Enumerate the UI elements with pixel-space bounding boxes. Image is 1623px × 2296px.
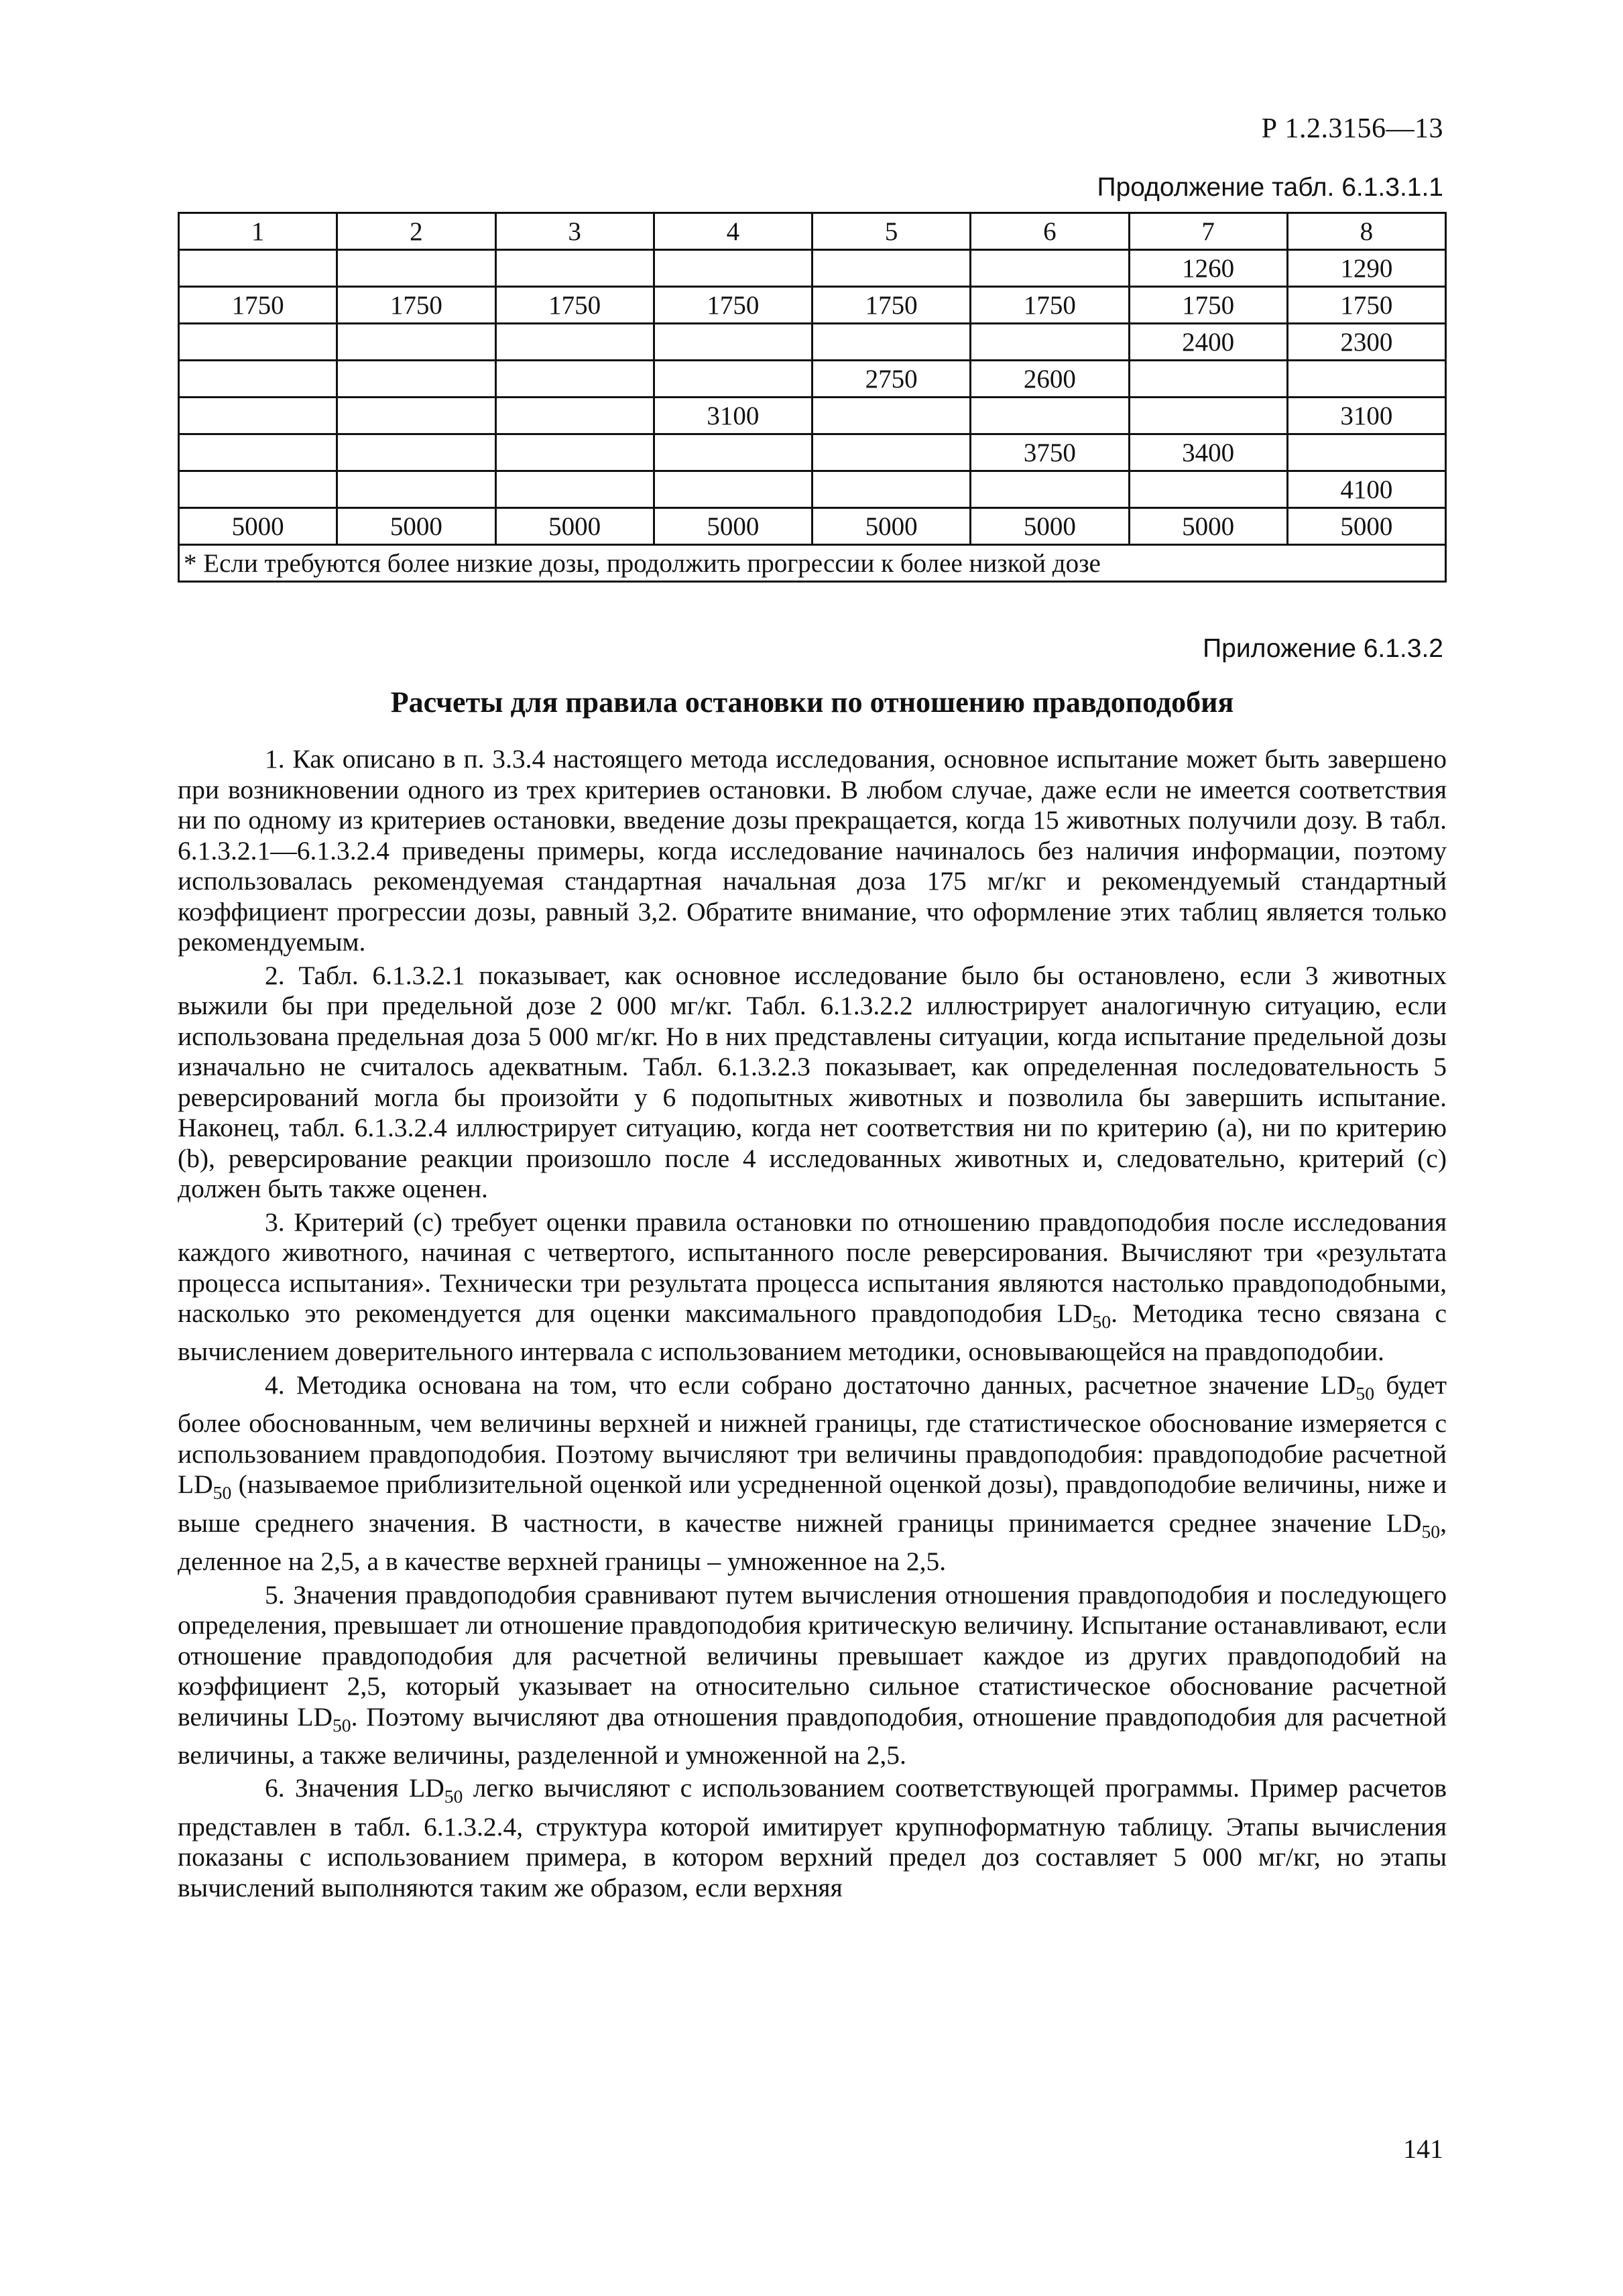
table-cell [1129, 471, 1287, 508]
table-row [179, 287, 1446, 324]
table-cell: 3400 [1129, 434, 1287, 471]
table-cell: 1750 [337, 287, 495, 324]
table-row [179, 434, 1446, 471]
table-cell [813, 250, 971, 287]
dose-table [178, 212, 1447, 583]
table-cell [337, 471, 495, 508]
section-title: Расчеты для правила остановки по отношению правдоподобия [390, 686, 1234, 719]
paragraph: 6. Значения $LD_{50}$ легко вычисляют с использованием соответствующей программы. Пример расчетов представлен в табл. 6.1.3.2.4, структура которой имитирует крупноформатную таблицу. Этапы вычисления показаны с использованием примера, в котором верхний предел доз составляет 5 000 мг/кг, но этапы вычислений выполняются таким же образом, если верхняя [178, 1773, 1447, 1902]
column-header: 2 [337, 213, 495, 250]
paragraph: 2. Табл. 6.1.3.2.1 показывает, как основное исследование было бы остановлено, если 3 животных выжили бы при предельной дозе 2 000 мг/кг. Табл. 6.1.3.2.2 иллюстрирует аналогичную ситуацию, если использована предельная доза 5 000 мг/кг. Но в них представлены ситуации, когда испытание предельной дозы изначально не считалось адекватным. Табл. 6.1.3.2.3 показывает, как определенная последовательность 5 реверсирований могла бы произойти у 6 подопытных животных и позволила бы завершить испытание. Наконец, табл. 6.1.3.2.4 иллюстрирует ситуацию, когда нет соответствия ни по критерию (а), ни по критерию (b), реверсирование реакции произошло после 4 исследованных животных и, следовательно, критерий (с) должен быть также оценен. [178, 960, 1447, 1203]
table-row [179, 324, 1446, 361]
table-cell: 2300 [1287, 324, 1445, 361]
table-row [179, 361, 1446, 398]
table-footnote-row [179, 545, 1446, 582]
table-cell [654, 250, 812, 287]
table-cell [179, 398, 337, 434]
table-cell: 5000 [1287, 508, 1445, 545]
table-cell [971, 398, 1129, 434]
table-cell [1129, 398, 1287, 434]
column-header: 6 [971, 213, 1129, 250]
table-cell: 5000 [179, 508, 337, 545]
table-row [179, 250, 1446, 287]
table-cell: 4100 [1287, 471, 1445, 508]
table-cell [179, 361, 337, 398]
table-cell: 1750 [971, 287, 1129, 324]
table-cell: 1750 [1129, 287, 1287, 324]
paragraph: 5. Значения правдоподобия сравнивают путем вычисления отношения правдоподобия и последующего определения, превышает ли отношение правдоподобия критическую величину. Испытание останавливают, если отношение правдоподобия для расчетной величины превышает каждое из других правдоподобий на коэффициент 2,5, который указывает на относительно сильное статистическое обоснование расчетной величины $LD_{50}$. Поэтому вычисляют два отношения правдоподобия, отношение правдоподобия для расчетной величины, а также величины, разделенной и умноженной на 2,5. [178, 1579, 1447, 1770]
table-cell [495, 324, 654, 361]
table-cell [813, 324, 971, 361]
table-cell [179, 250, 337, 287]
table-header-row [179, 213, 1446, 250]
column-header: 5 [813, 213, 971, 250]
table-cell [813, 471, 971, 508]
table-cell [179, 324, 337, 361]
column-header: 4 [654, 213, 812, 250]
table-cell: 1290 [1287, 250, 1445, 287]
table-cell: 1750 [813, 287, 971, 324]
table-cell [813, 434, 971, 471]
table-cell: 3100 [654, 398, 812, 434]
table-cell: 2400 [1129, 324, 1287, 361]
table-cell: 1750 [495, 287, 654, 324]
table-cell [654, 471, 812, 508]
table-cell: 5000 [495, 508, 654, 545]
table-cell [337, 250, 495, 287]
column-header: 1 [179, 213, 337, 250]
table-cell [813, 398, 971, 434]
table-cell [495, 398, 654, 434]
body-text [178, 744, 1447, 1906]
paragraph: 1. Как описано в п. 3.3.4 настоящего метода исследования, основное испытание может быть завершено при возникновении одного из трех критериев остановки. В любом случае, даже если не имеется соответствия ни по одному из критериев остановки, введение дозы прекращается, когда 15 животных получили дозу. В табл. 6.1.3.2.1—6.1.3.2.4 приведены примеры, когда исследование начиналось без наличия информации, поэтому использовалась рекомендуемая стандартная начальная доза 175 мг/кг и рекомендуемый стандартный коэффициент прогрессии дозы, равный 3,2. Обратите внимание, что оформление этих таблиц является только рекомендуемым. [178, 744, 1447, 957]
table-cell: 1260 [1129, 250, 1287, 287]
table-cell: 1750 [654, 287, 812, 324]
table-cell [495, 471, 654, 508]
table-cell [337, 361, 495, 398]
table-cell [1287, 361, 1445, 398]
table-caption: Продолжение табл. 6.1.3.1.1 [1097, 173, 1443, 202]
column-header: 8 [1287, 213, 1445, 250]
table-cell: 5000 [971, 508, 1129, 545]
table-row [179, 398, 1446, 434]
table-cell: 2600 [971, 361, 1129, 398]
table-cell [337, 324, 495, 361]
table-cell: 3750 [971, 434, 1129, 471]
table-footnote: * Если требуются более низкие дозы, продолжить прогрессии к более низкой дозе [179, 545, 1446, 582]
document-code: Р 1.2.3156—13 [1261, 113, 1443, 144]
table-cell [495, 361, 654, 398]
table-row [179, 471, 1446, 508]
column-header: 3 [495, 213, 654, 250]
table-cell: 5000 [1129, 508, 1287, 545]
table-cell: 3100 [1287, 398, 1445, 434]
column-header: 7 [1129, 213, 1287, 250]
table-cell: 5000 [654, 508, 812, 545]
table-cell: 1750 [179, 287, 337, 324]
table-cell [971, 324, 1129, 361]
table-cell [337, 398, 495, 434]
table-cell [971, 250, 1129, 287]
table-cell: 1750 [1287, 287, 1445, 324]
table-cell [179, 471, 337, 508]
table-cell [654, 324, 812, 361]
table-cell [179, 434, 337, 471]
table-cell [1287, 434, 1445, 471]
table-cell [337, 434, 495, 471]
page-number: 141 [1403, 2134, 1443, 2164]
table-cell: 2750 [813, 361, 971, 398]
paragraph: 3. Критерий (с) требует оценки правила остановки по отношению правдоподобия после исследования каждого животного, начиная с четвертого, испытанного после реверсирования. Вычисляют три «результата процесса испытания». Технически три результата процесса испытания являются настолько правдоподобными, насколько это рекомендуется для оценки максимального правдоподобия $LD_{50}$. Методика тесно связана с вычислением доверительного интервала с использованием методики, основывающейся на правдоподобии. [178, 1207, 1447, 1367]
appendix-label: Приложение 6.1.3.2 [1203, 634, 1443, 663]
table-cell [654, 361, 812, 398]
table-cell: 5000 [337, 508, 495, 545]
table-cell: 5000 [813, 508, 971, 545]
table-cell [654, 434, 812, 471]
table-cell [495, 434, 654, 471]
table-row [179, 508, 1446, 545]
paragraph: 4. Методика основана на том, что если собрано достаточно данных, расчетное значение $LD_{50}$ будет более обоснованным, чем величины верхней и нижней границы, где статистическое обоснование измеряется с использованием правдоподобия. Поэтому вычисляют три величины правдоподобия: правдоподобие расчетной $LD_{50}$ (называемое приблизительной оценкой или усредненной оценкой дозы), правдоподобие величины, ниже и выше среднего значения. В частности, в качестве нижней границы принимается среднее значение $LD_{50}$, деленное на 2,5, а в качестве верхней границы – умноженное на 2,5. [178, 1370, 1447, 1577]
table-cell [495, 250, 654, 287]
dose-table-body [179, 213, 1446, 582]
table-cell [971, 471, 1129, 508]
table-cell [1129, 361, 1287, 398]
